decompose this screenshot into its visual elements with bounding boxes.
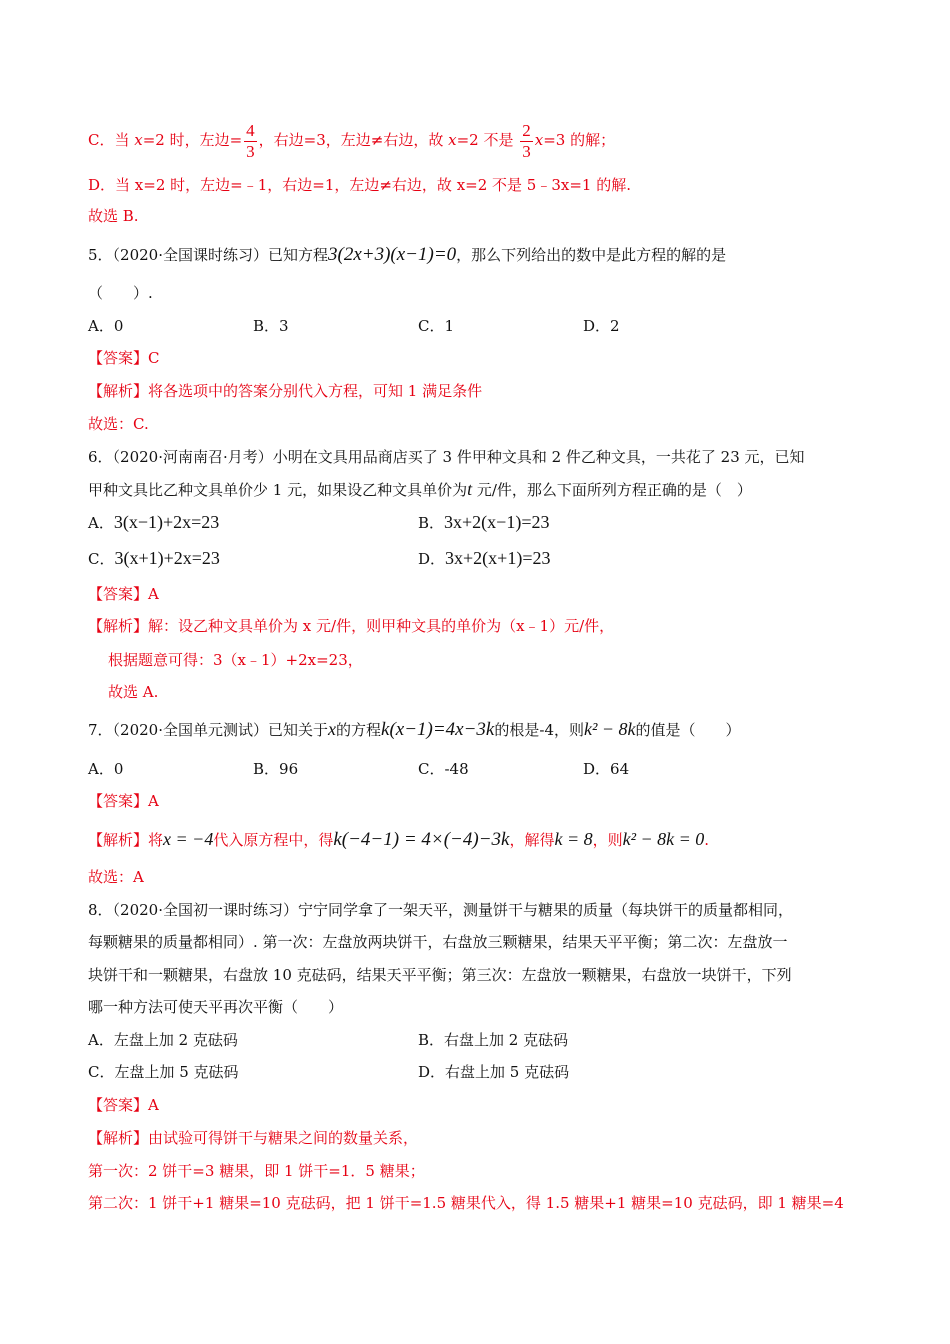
question-6-line-1: 6．（2020·河南南召·月考）小明在文具用品商店买了 3 件甲种文具和 2 件乙种文具，一共花了 23 元，已知 (88, 448, 805, 466)
answer-value: A (148, 585, 159, 603)
question-text: 7．（2020·全国单元测试）已知关于 (88, 721, 328, 739)
question-5 (88, 244, 726, 266)
equation: 3(x+1)+2x=23 (114, 548, 220, 568)
analysis-text: 代入原方程中，得 (213, 831, 334, 849)
option-c: C．-48 (418, 760, 469, 778)
question-8-answer (88, 1094, 159, 1116)
question-6-option-d (418, 547, 550, 570)
text-part: =2 时，左边= (142, 131, 243, 149)
answer-label: 【答案】 (88, 1096, 149, 1114)
question-text: 5．（2020·全国课时练习）已知方程 (88, 246, 328, 264)
var-t: t (467, 479, 473, 499)
question-5-choose: 故选：C. (88, 415, 149, 433)
question-5-analysis (88, 380, 482, 402)
equation: 3x+2(x+1)=23 (445, 548, 551, 568)
option-d: D．2 (583, 317, 620, 335)
analysis-text: 由试验可得饼干与糖果之间的数量关系， (148, 1129, 419, 1147)
equation: 3(2x+3)(x−1)=0 (328, 244, 457, 265)
text-part: =2 不是 (456, 131, 519, 149)
answer-label: 【答案】 (88, 792, 149, 810)
equation: 3x+2(x−1)=23 (444, 512, 550, 532)
equation: k² − 8k = 0 (622, 829, 705, 849)
analysis-text: 将 (148, 831, 164, 849)
option-c: C．1 (418, 317, 455, 335)
question-text: 的值是（ ） (635, 721, 741, 739)
question-8-analysis (88, 1127, 418, 1149)
question-text: 的方程 (336, 721, 382, 739)
answer-value: A (148, 792, 159, 810)
analysis-label: 【解析】 (88, 1129, 149, 1147)
answer-value: C (148, 349, 160, 367)
fraction-denominator: 3 (522, 141, 531, 161)
question-8-option-b: B．右盘上加 2 克砝码 (418, 1031, 569, 1049)
question-7 (88, 718, 741, 741)
option-b: B．96 (253, 760, 299, 778)
question-6-option-b (418, 511, 549, 534)
option-label: B． (418, 514, 445, 532)
fraction-2-3 (520, 121, 533, 162)
text-part: =3 的解； (543, 131, 616, 149)
analysis-label: 【解析】 (88, 382, 149, 400)
question-7-answer (88, 790, 159, 812)
analysis-text: 解：设乙种文具单价为 x 元/件，则甲种文具的单价为（x﹣1）元/件， (148, 617, 615, 635)
question-6-analysis-3: 故选 A. (108, 683, 159, 701)
analysis-label: 【解析】 (88, 617, 149, 635)
option-a: A．0 (88, 760, 124, 778)
question-8-option-d: D．右盘上加 5 克砝码 (418, 1063, 570, 1081)
question-7-options (88, 758, 748, 780)
option-label: D． (418, 550, 446, 568)
var-x: x (448, 131, 457, 149)
question-text: 元/件，那么下面所列方程正确的是（ ） (472, 481, 752, 499)
question-text: 的根是-4，则 (494, 721, 584, 739)
question-6-analysis-2: 根据题意可得：3（x﹣1）+2x=23， (108, 651, 363, 669)
fraction-denominator: 3 (246, 141, 255, 161)
question-8-analysis-2: 第一次：2 饼干=3 糖果，即 1 饼干=1．5 糖果； (88, 1162, 425, 1180)
solution-option-d: D．当 x=2 时，左边=﹣1，右边=1，左边≠右边，故 x=2 不是 5﹣3x=1 的解. (88, 176, 631, 194)
question-6-option-c (88, 547, 220, 570)
question-6-option-a (88, 511, 219, 534)
text-part: ，右边=3，左边≠右边，故 (258, 131, 449, 149)
analysis-text: . (704, 831, 710, 849)
question-6-answer (88, 583, 159, 605)
question-7-choose: 故选：A (88, 868, 144, 886)
equation: 3(x−1)+2x=23 (113, 512, 220, 532)
equation: x = −4 (163, 829, 214, 849)
var-x: x (134, 131, 143, 149)
fraction-4-3 (244, 121, 257, 162)
option-d: D．64 (583, 760, 630, 778)
question-6-line-2 (88, 478, 752, 501)
answer-value: A (148, 1096, 159, 1114)
question-8-option-c: C．左盘上加 5 克砝码 (88, 1063, 239, 1081)
var-x: x (328, 719, 336, 739)
question-text: ，那么下列给出的数中是此方程的解的是 (456, 246, 727, 264)
analysis-text: 将各选项中的答案分别代入方程，可知 1 满足条件 (148, 382, 483, 400)
question-6-analysis (88, 615, 614, 637)
question-5-options (88, 315, 748, 337)
option-a: A．0 (88, 317, 124, 335)
question-8-line-1: 8．（2020·全国初一课时练习）宁宁同学拿了一架天平，测量饼干与糖果的质量（每块饼干的质量都相同， (88, 901, 793, 919)
question-7-analysis (88, 828, 709, 851)
fraction-numerator: 2 (522, 120, 531, 140)
equation: k(−4−1) = 4×(−4)−3k (333, 829, 510, 850)
equation: k = 8 (554, 829, 593, 849)
answer-label: 【答案】 (88, 585, 149, 603)
question-8-line-2: 每颗糖果的质量都相同）. 第一次：左盘放两块饼干，右盘放三颗糖果，结果天平平衡；第二次：左盘放一 (88, 933, 788, 951)
question-5-answer (88, 347, 160, 369)
option-label: A． (88, 514, 114, 532)
text-part: C．当 (88, 131, 135, 149)
fraction-numerator: 4 (246, 120, 255, 140)
question-5-blank: （ ）. (88, 284, 153, 302)
var-x: x (534, 131, 544, 149)
analysis-text: ，解得 (509, 831, 555, 849)
solution-option-c (88, 118, 615, 162)
question-8-option-a: A．左盘上加 2 克砝码 (88, 1031, 238, 1049)
analysis-text: ，则 (592, 831, 623, 849)
question-8-analysis-3: 第二次：1 饼干+1 糖果=10 克砝码，把 1 饼干=1.5 糖果代入，得 1.5 糖果+1 糖果=10 克砝码，即 1 糖果=4 (88, 1194, 844, 1212)
answer-label: 【答案】 (88, 349, 149, 367)
question-8-line-4: 哪一种方法可使天平再次平衡（ ） (88, 998, 344, 1016)
question-8-line-3: 块饼干和一颗糖果，右盘放 10 克砝码，结果天平平衡；第三次：左盘放一颗糖果，右盘放一块饼干，下列 (88, 966, 792, 984)
analysis-label: 【解析】 (88, 831, 149, 849)
option-label: C． (88, 550, 115, 568)
option-b: B．3 (253, 317, 289, 335)
expression: k² − 8k (584, 719, 636, 739)
question-text: 甲种文具比乙种文具单价少 1 元，如果设乙种文具单价为 (88, 481, 468, 499)
equation: k(x−1)=4x−3k (381, 719, 495, 740)
choose-answer: 故选 B. (88, 207, 139, 225)
